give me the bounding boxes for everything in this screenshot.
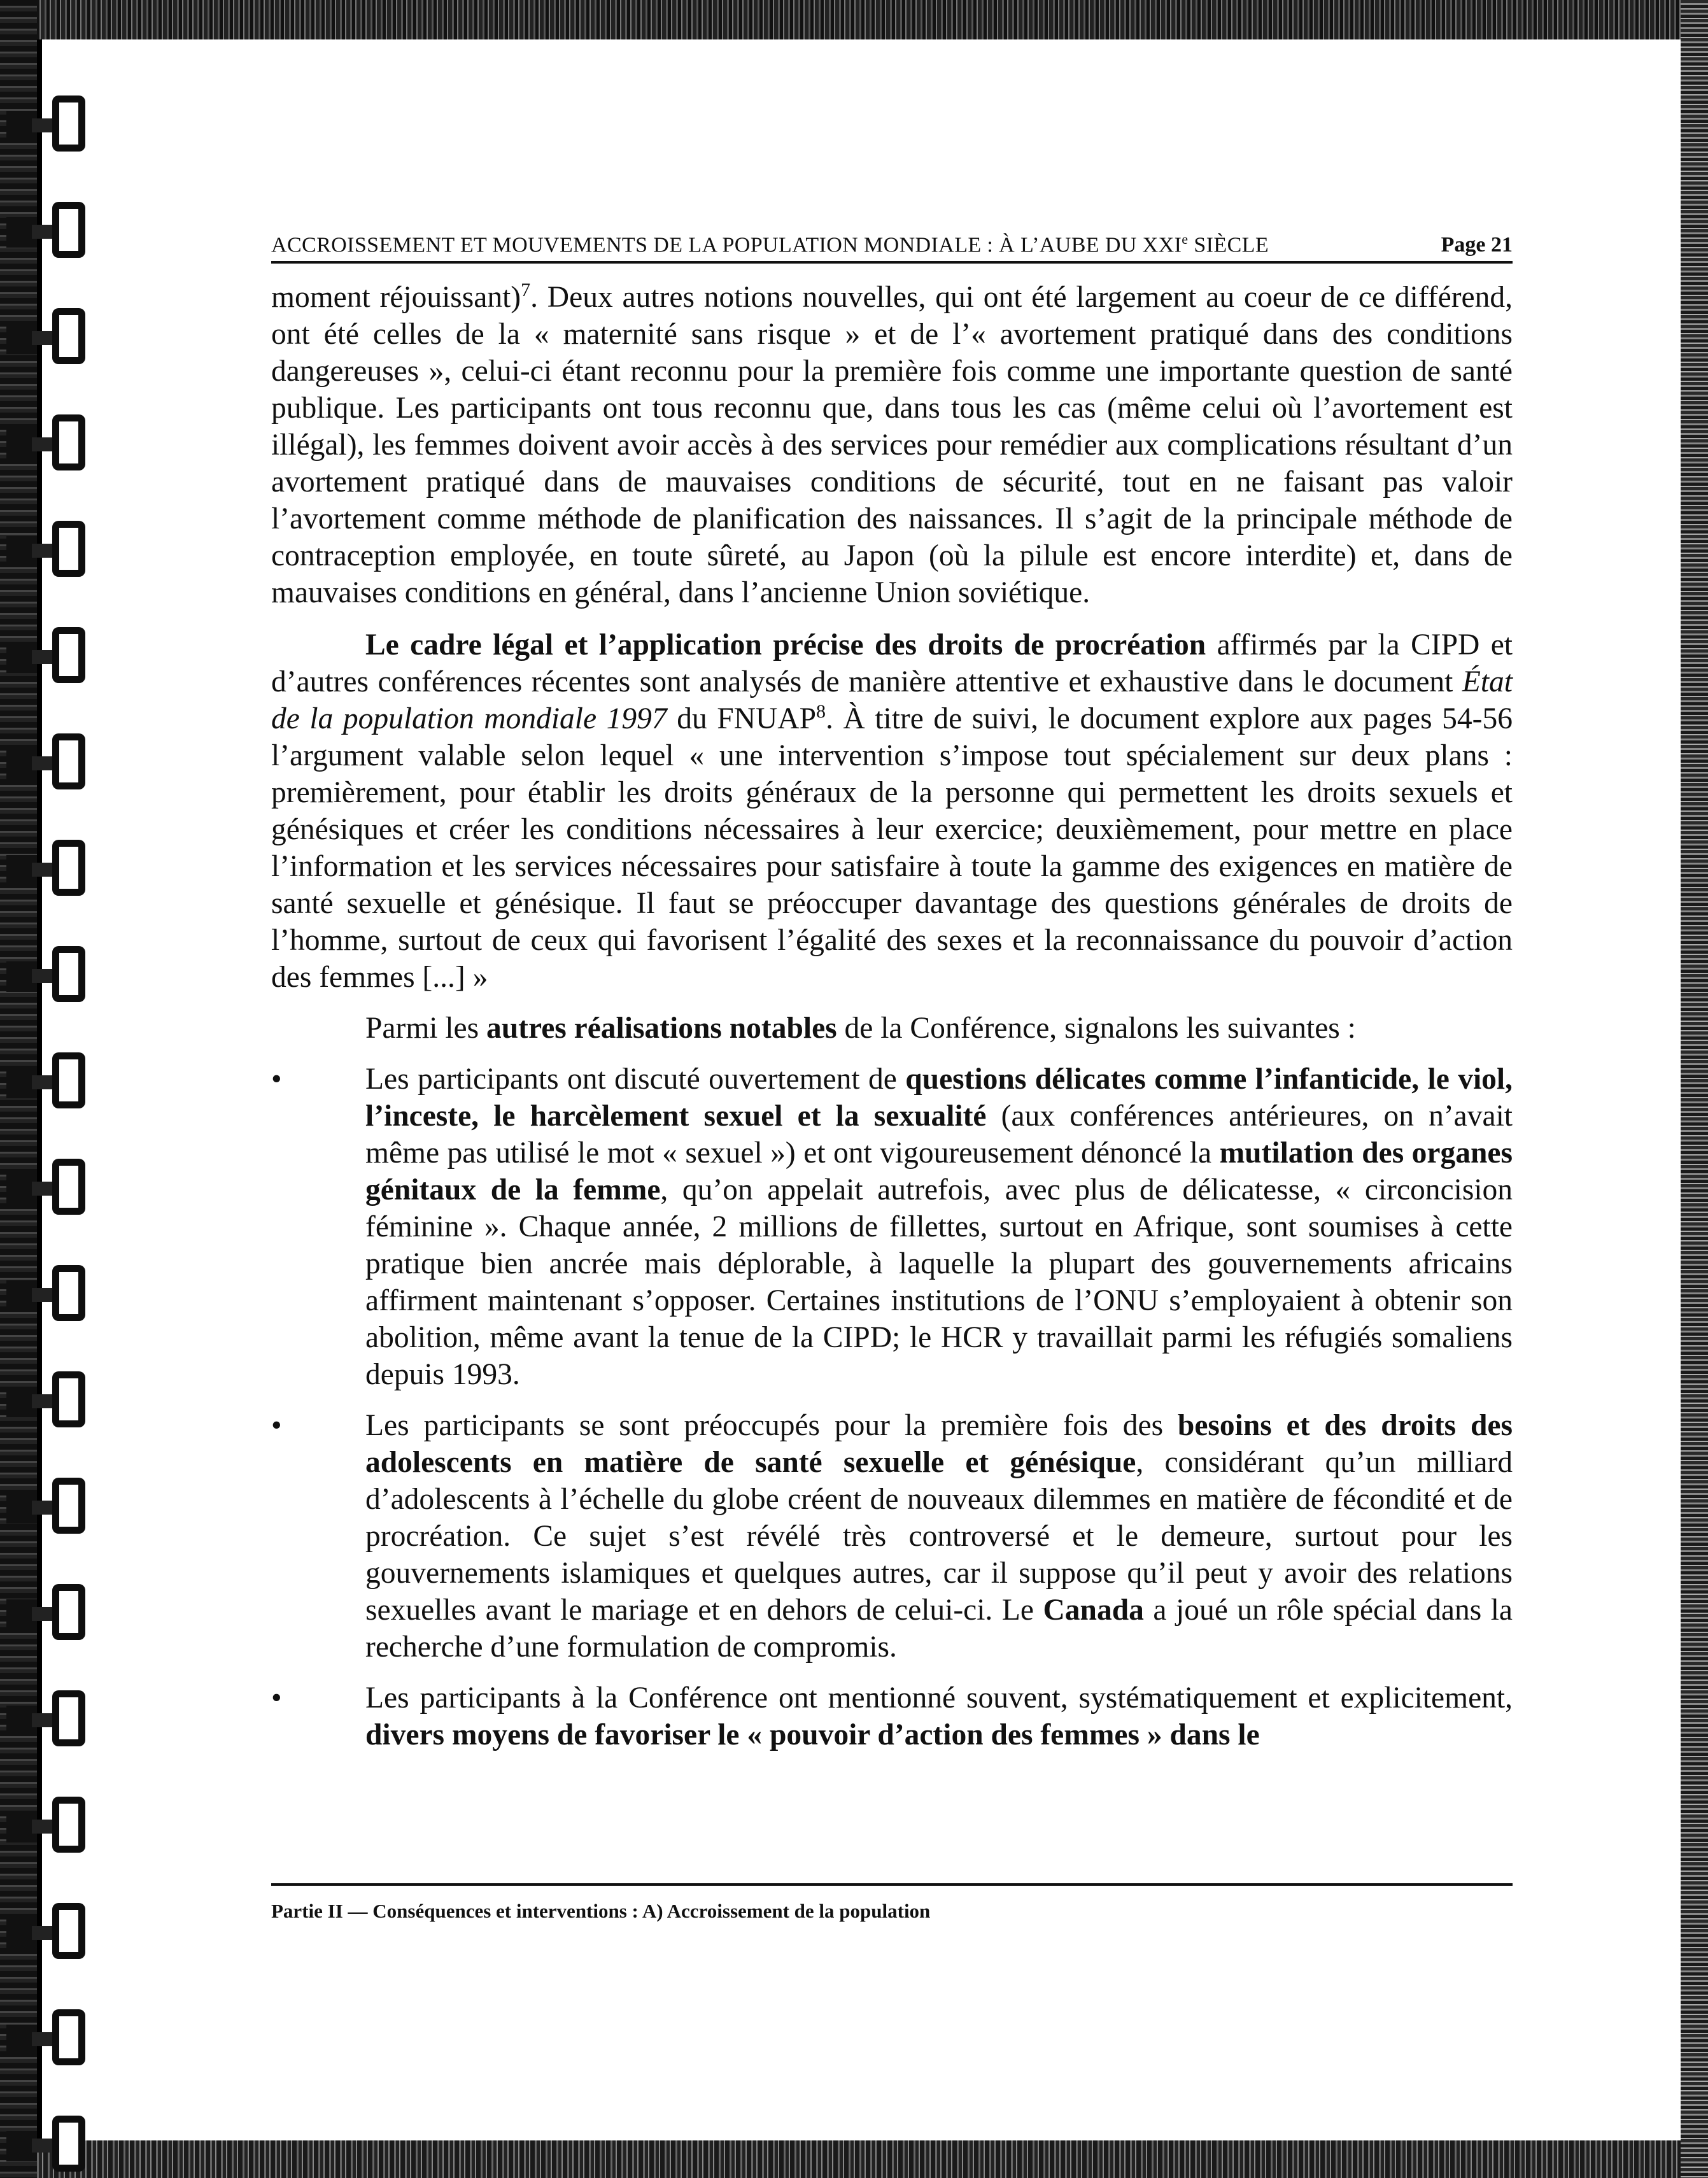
page-header xyxy=(271,225,1513,264)
paragraph-1 xyxy=(271,279,1513,611)
binder-ring-icon xyxy=(6,1903,95,1962)
binder-ring-icon xyxy=(6,308,95,367)
p2-text-a: affirmés par la CIPD et d’autres conférences récentes sont analysés de manière attentive et exhaustive dans le document xyxy=(271,628,1513,698)
b3-bold-1: divers moyens de favoriser le « pouvoir d’action des femmes » dans le xyxy=(365,1718,1260,1751)
binder-ring-icon xyxy=(6,1265,95,1324)
binder-ring-icon xyxy=(6,2116,95,2174)
binder-ring-icon xyxy=(6,1584,95,1643)
footnote-ref-7: 7 xyxy=(521,279,531,301)
page-number: Page 21 xyxy=(1441,233,1513,257)
scan-border-right xyxy=(1681,0,1708,2178)
binder-ring-icon xyxy=(6,1052,95,1111)
binder-ring-icon xyxy=(6,1690,95,1749)
b2-text-a: Les participants se sont préoccupés pour la première fois des xyxy=(365,1409,1178,1442)
binder-ring-icon xyxy=(6,733,95,792)
binder-ring-icon xyxy=(6,1797,95,1855)
footer-divider xyxy=(271,1883,1513,1886)
b2-text-b: , considérant qu’un milliard d’adolescents à l’échelle du globe créent de nouveaux dilemmes en matière de fécondité et de procréation. Ce sujet s’est révélé très controversé et le demeure, surtout pour les gouvernements islamiques et quelques autres, car il suppose qu’il peut y avoir des relations sexuelles avant le mariage et en dehors de celui-ci. Le xyxy=(365,1446,1513,1627)
paragraph-3 xyxy=(271,1010,1513,1047)
p1-text-b: . Deux autres notions nouvelles, qui ont été largement au coeur de ce différend, ont été celles de la « maternité sans risque » et de l’« avortement pratiqué dans des conditions dangereuses », celui-ci étant reconnu pour la première fois comme une importante question de santé publique. Les participants ont tous reconnu que, dans tous les cas (même celui où l’avortement est illégal), les femmes doivent avoir accès à des services pour remédier aux complications résultant d’un avortement pratiqué dans de mauvaises conditions de sécurité, tout en ne faisant pas valoir l’avortement comme méthode de planification des naissances. Il s’agit de la principale méthode de contraception employée, en toute sûreté, au Japon (où la pilule est encore interdite) et, dans de mauvaises conditions en général, dans l’ancienne Union soviétique. xyxy=(271,281,1513,609)
b2-text-c: a joué un rôle spécial dans la recherche d’une formulation de compromis. xyxy=(365,1594,1513,1664)
p2-text-b: du FNUAP xyxy=(667,702,817,735)
list-item xyxy=(271,1407,1513,1665)
bullet-icon: • xyxy=(271,1063,282,1096)
b2-bold-1: besoins et des droits des adolescents en matière de santé sexuelle et génésique xyxy=(365,1409,1513,1479)
running-title-end: SIÈCLE xyxy=(1188,233,1269,257)
running-title-superscript: e xyxy=(1182,230,1189,247)
running-title xyxy=(271,231,1269,261)
list-item xyxy=(271,1679,1513,1753)
b3-text-a: Les participants à la Conférence ont mentionné souvent, systématiquement et explicitement, xyxy=(365,1681,1513,1715)
p2-italic-title: État de la population mondiale 1997 xyxy=(271,665,1513,735)
p3-text-b: de la Conférence, signalons les suivantes : xyxy=(836,1012,1356,1045)
body-text xyxy=(271,279,1513,1767)
page-footer: Partie II — Conséquences et interventions : A) Accroissement de la population xyxy=(271,1900,931,1922)
binder-ring-icon xyxy=(6,1371,95,1430)
b1-text-a: Les participants ont discuté ouvertement de xyxy=(365,1063,906,1096)
list-item xyxy=(271,1061,1513,1393)
binder-ring-icon xyxy=(6,521,95,579)
b1-text-b: (aux conférences antérieures, on n’avait même pas utilisé le mot « sexuel ») et ont vigoureusement dénoncé la xyxy=(365,1100,1513,1170)
binder-ring-icon xyxy=(6,1478,95,1536)
binder-ring-icon xyxy=(6,414,95,473)
p3-text-a: Parmi les xyxy=(365,1012,486,1045)
running-title-text: ACCROISSEMENT ET MOUVEMENTS DE LA POPULATION MONDIALE : À L’AUBE DU XXI xyxy=(271,233,1182,257)
p3-bold: autres réalisations notables xyxy=(486,1012,837,1045)
p2-text-c: . À titre de suivi, le document explore aux pages 54-56 l’argument valable selon lequel « une intervention s’impose tout spécialement sur deux plans : premièrement, pour établir les droits généraux de la personne qui permettent les droits sexuels et génésiques et créer les conditions nécessaires à leur exercice; deuxièmement, pour mettre en place l’information et les services nécessaires pour satisfaire à toute la gamme des exigences en matière de santé sexuelle et génésique. Il faut se préoccuper davantage des questions générales de droits de l’homme, surtout de ceux qui favorisent l’égalité des sexes et la reconnaissance du pouvoir d’action des femmes [...] » xyxy=(271,702,1513,994)
binder-ring-icon xyxy=(6,95,95,154)
binder-ring-icon xyxy=(6,1159,95,1217)
binder-ring-icon xyxy=(6,946,95,1005)
b1-text-c: , qu’on appelait autrefois, avec plus de délicatesse, « circoncision féminine ». Chaque année, 2 millions de fillettes, surtout en Afrique, sont soumises à cette pratique bien ancrée mais déplorable, à laquelle la plupart des gouvernements africains affirment maintenant s’opposer. Certaines institutions de l’ONU s’employaient à obtenir son abolition, même avant la tenue de la CIPD; le HCR y travaillait parmi les réfugiés somaliens depuis 1993. xyxy=(365,1173,1513,1391)
bullet-icon: • xyxy=(271,1681,282,1715)
b2-bold-2: Canada xyxy=(1043,1594,1144,1627)
binder-ring-icon xyxy=(6,840,95,898)
footnote-ref-8: 8 xyxy=(816,701,826,723)
binder-ring-icon xyxy=(6,2009,95,2068)
bullet-icon: • xyxy=(271,1409,282,1442)
b1-bold-2: mutilation des organes génitaux de la femme xyxy=(365,1136,1513,1206)
p2-bold: Le cadre légal et l’application précise des droits de procréation xyxy=(365,628,1206,661)
binder-ring-icon xyxy=(6,627,95,686)
achievements-list xyxy=(271,1061,1513,1753)
binder-ring-icon xyxy=(6,202,95,260)
p1-text-a: moment réjouissant) xyxy=(271,281,521,314)
paragraph-2 xyxy=(271,626,1513,996)
scan-border-bottom xyxy=(0,2140,1708,2178)
b1-bold-1: questions délicates comme l’infanticide, le viol, l’inceste, le harcèlement sexuel et la sexualité xyxy=(365,1063,1513,1133)
scan-border-top xyxy=(0,0,1708,39)
